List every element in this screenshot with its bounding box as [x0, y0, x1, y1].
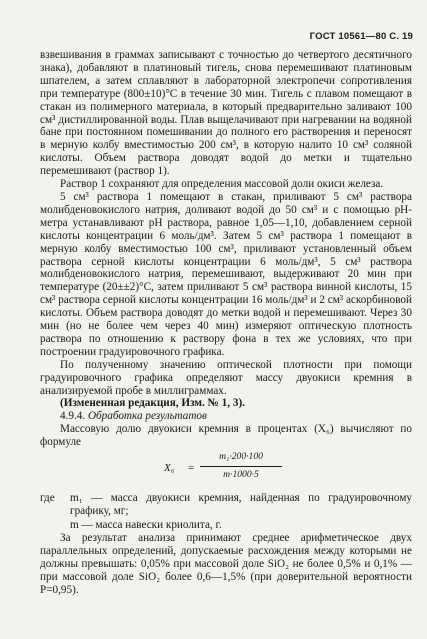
section-number: 4.9.4.	[60, 410, 86, 423]
paragraph-formula-intro: Массовую долю двуокиси кремния в процентах (X₆) вычисляют по формуле	[40, 423, 412, 449]
formula-denominator: m·1000·5	[223, 469, 259, 480]
amendment-note: (Измененная редакция, Изм. № 1, 3).	[60, 397, 245, 410]
page-header: ГОСТ 10561—80 С. 19	[309, 31, 413, 42]
section-title: Обработка результатов	[87, 410, 207, 423]
variable-definition-m	[40, 519, 412, 532]
variable-definition-m1	[40, 492, 412, 518]
section-heading	[40, 410, 412, 423]
formula-numerator: m₁·200·100	[219, 451, 263, 463]
formula	[40, 451, 412, 489]
formula-fraction	[200, 451, 282, 482]
paragraph-iron-oxide-note: Раствор 1 сохраняют для определения массовой доли окиси железа.	[60, 178, 384, 191]
paragraph-procedure: 5 см³ раствора 1 помещают в стакан, приливают 5 см³ раствора молибденовокислого натрия, доливают водой до 50 см³ и с помощью рН-метра устанавливают рН раствора, равное 1,05—1,10, добавлением серной кислоты концентрации 6 моль/дм³. Затем 5 см³ раствора 1 помещают в мерную колбу вместимостью 100 см³, приливают установленный объем раствора серной кислоты концентрации 6 моль/дм³, 5 см³ раствора молибденовокислого натрия, перемешивают, выдерживают 20 мин при температуре (20±±2)°С, затем приливают 5 см³ раствора винной кислоты, 15 см³ раствора серной кислоты концентрации 16 моль/дм³ и 2 см³ аскорбиновой кислоты. Объем раствора доводят до метки водой и перемешивают. Через 30 мин (но не более чем через 40 мин) измеряют оптическую плотность раствора по отношению к раствору фона в тех же условиях, что при построении градуировочного графика.	[40, 190, 412, 358]
definition-m: m — масса навески криолита, г.	[70, 519, 222, 532]
document-body	[40, 49, 412, 597]
paragraph-calibration: По полученному значению оптической плотности при помощи градуировочного графика определяют массу двуокиси кремния в анализируемой пробе в миллиграммах.	[40, 358, 412, 397]
definition-m1: m₁ — масса двуокиси кремния, найденная по градуировочному графику, мг;	[70, 492, 412, 517]
paragraph-result: За результат анализа принимают среднее арифметическое двух параллельных определений, допускаемые расхождения между которыми не должны превышать: 0,05% при массовой доле SiO₂ не более 0,5% и 0,1% — при массовой доле SiO₂ более 0,6—1,5% (при доверительной вероятности P=0,95).	[40, 532, 412, 596]
formula-lhs: X₆	[164, 462, 175, 475]
formula-equals: =	[188, 462, 195, 475]
where-word: где	[40, 492, 55, 505]
paragraph-dissolution: взвешивания в граммах записывают с точностью до четвертого десятичного знака), добавляют в платиновый тигель, снова перемешивают платиновым шпателем, а затем сплавляют в лабораторной электропечи сопротивления при температуре (800±10)°С в течение 30 мин. Тигель с плавом помещают в стакан из полимерного материала, в который предварительно заливают 100 см³ дистиллированной воды. Плав выщелачивают при нагревании на водяной бане при постоянном помешивании до полного его растворения и переносят в мерную колбу вместимостью 200 см³, в которую налито 10 см³ соляной кислоты. Объем раствора доводят водой до метки и тщательно перемешивают (раствор 1).	[40, 49, 412, 178]
